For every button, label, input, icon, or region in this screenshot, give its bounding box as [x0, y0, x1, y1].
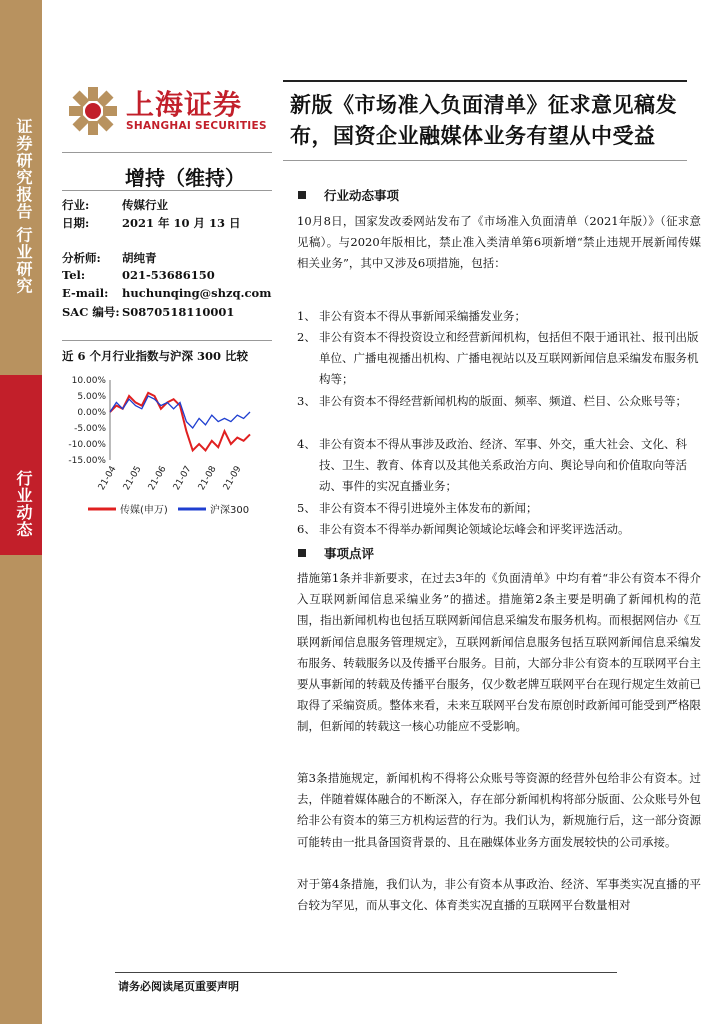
y-tick-label: 5.00%	[77, 392, 106, 402]
commentary-paragraph: 对于第4条措施，我们认为，非公有资本从事政治、经济、军事类实况直播的平台较为罕见，而从事文化、体育类实况直播的互联网平台数量相对	[297, 877, 701, 913]
info-date	[62, 215, 241, 231]
x-tick-label: 21-06	[146, 464, 169, 493]
list-text: 非公有资本不得引进境外主体发布的新闻；	[319, 501, 538, 515]
investment-rating: 增持（维持）	[125, 166, 245, 190]
info-analyst	[62, 250, 157, 266]
section-heading	[298, 186, 399, 204]
x-tick-label: 21-04	[96, 464, 119, 493]
sunburst-logo-icon	[68, 86, 118, 136]
divider	[62, 152, 272, 153]
legend-label: 沪深300	[210, 505, 250, 516]
list-text: 非公有资本不得从事新闻采编播发业务；	[319, 309, 526, 323]
info-value: S0870518110001	[122, 305, 235, 319]
x-tick-label: 21-08	[196, 464, 219, 493]
y-tick-label: -15.00%	[68, 456, 106, 466]
info-label: 分析师:	[62, 251, 101, 265]
section-heading-text: 行业动态事项	[324, 188, 400, 203]
x-tick-label: 21-07	[171, 464, 194, 493]
report-title: 新版《市场准入负面清单》征求意见稿发布，国资企业融媒体业务有望从中受益	[290, 93, 677, 148]
info-industry	[62, 197, 168, 213]
list-item	[297, 519, 701, 540]
sidebar-report-type: 证券研究报告 行业研究	[14, 118, 33, 295]
x-tick-label: 21-09	[221, 464, 244, 493]
company-logo	[68, 86, 267, 136]
list-item	[297, 498, 701, 519]
legend-label: 传媒(申万)	[120, 505, 168, 516]
series-line	[110, 396, 250, 428]
chart-title: 近 6 个月行业指数与沪深 300 比较	[62, 349, 249, 363]
list-number: 4、	[297, 437, 316, 451]
section-heading	[298, 544, 374, 562]
y-tick-label: 0.00%	[77, 408, 106, 418]
list-item	[297, 434, 701, 498]
list-item	[297, 306, 701, 327]
list-number: 2、	[297, 330, 316, 344]
square-bullet-icon	[298, 549, 306, 557]
list-text: 非公有资本不得经营新闻机构的版面、频率、频道、栏目、公众账号等；	[319, 394, 687, 408]
divider	[62, 340, 272, 341]
sidebar-category: 行业动态	[14, 470, 33, 538]
info-value: 胡纯青	[122, 251, 157, 265]
list-item	[297, 327, 701, 391]
logo-chinese-name: 上海证券	[126, 88, 243, 121]
info-value[interactable]: huchunqing@shzq.com	[122, 286, 272, 300]
list-text: 非公有资本不得投资设立和经营新闻机构，包括但不限于通讯社、报刊出版单位、广播电视播出机构、广播电视站以及互联网新闻信息采编发布服务机构等；	[319, 330, 699, 387]
index-comparison-chart	[58, 370, 273, 520]
square-bullet-icon	[298, 191, 306, 199]
sidebar-bottom-band	[0, 555, 42, 1024]
info-value: 2021 年 10 月 13 日	[122, 216, 241, 230]
info-label: SAC 编号:	[62, 305, 120, 319]
list-number: 3、	[297, 394, 316, 408]
info-label: 日期:	[62, 216, 90, 230]
intro-paragraph: 10月8日，国家发改委网站发布了《市场准入负面清单（2021年版）》（征求意见稿）。与2020年版相比，禁止准入类清单第6项新增“禁止违规开展新闻传媒相关业务”，其中又涉及6项措施，包括：	[297, 214, 701, 271]
section-heading-text: 事项点评	[324, 546, 375, 561]
y-tick-label: -10.00%	[68, 440, 106, 450]
list-number: 1、	[297, 309, 316, 323]
info-tel	[62, 268, 215, 282]
y-tick-label: 10.00%	[71, 376, 106, 386]
info-label: 行业:	[62, 198, 90, 212]
list-text: 非公有资本不得举办新闻舆论领域论坛峰会和评奖评选活动。	[319, 522, 630, 536]
info-sac	[62, 304, 234, 320]
info-label: Tel:	[62, 268, 86, 282]
info-value: 传媒行业	[122, 198, 168, 212]
list-number: 5、	[297, 501, 316, 515]
footer-disclaimer[interactable]: 请务必阅读尾页重要声明	[118, 980, 239, 993]
x-tick-label: 21-05	[121, 464, 144, 493]
divider	[62, 190, 272, 191]
list-text: 非公有资本不得从事涉及政治、经济、军事、外交，重大社会、文化、科技、卫生、教育、体育以及其他关系政治方向、舆论导向和价值取向等活动、事件的实况直播业务；	[319, 437, 687, 494]
commentary-paragraph: 第3条措施规定，新闻机构不得将公众账号等资源的经营外包给非公有资本。过去，伴随着媒体融合的不断深入，存在部分新闻机构将部分版面、公众账号外包给非公有资本的第三方机构运营的行为。我们认为，新规施行后，这一部分资源可能转由一批具备国资背景的、且在融媒体业务方面发展较快的公司承接。	[297, 771, 701, 849]
logo-english-name: SHANGHAI SECURITIES	[126, 120, 267, 132]
info-label: E-mail:	[62, 286, 109, 300]
info-email	[62, 286, 271, 300]
footer-divider	[115, 972, 617, 973]
commentary-paragraph: 措施第1条并非新要求，在过去3年的《负面清单》中均有着“非公有资本不得介入互联网新闻信息采编业务”的描述。措施第2条主要是明确了新闻机构的范围，指出新闻机构也包括互联网新闻信息采编发布服务机构。而根据网信办《互联网新闻信息服务管理规定》，互联网新闻信息服务包括互联网新闻信息采编发布服务、转载服务以及传播平台服务。目前，大部分非公有资本的互联网平台主要从事新闻的转载及传播平台服务，仅少数老牌互联网平台在现行规定生效前已取得了采编资质。整体来看，未来互联网平台发布原创时政新闻可能受到严格限制，但新闻的转载这一核心功能应不受影响。	[297, 571, 701, 734]
list-item	[297, 391, 701, 412]
list-number: 6、	[297, 522, 316, 536]
info-value: 021-53686150	[122, 268, 215, 282]
y-tick-label: -5.00%	[74, 424, 106, 434]
